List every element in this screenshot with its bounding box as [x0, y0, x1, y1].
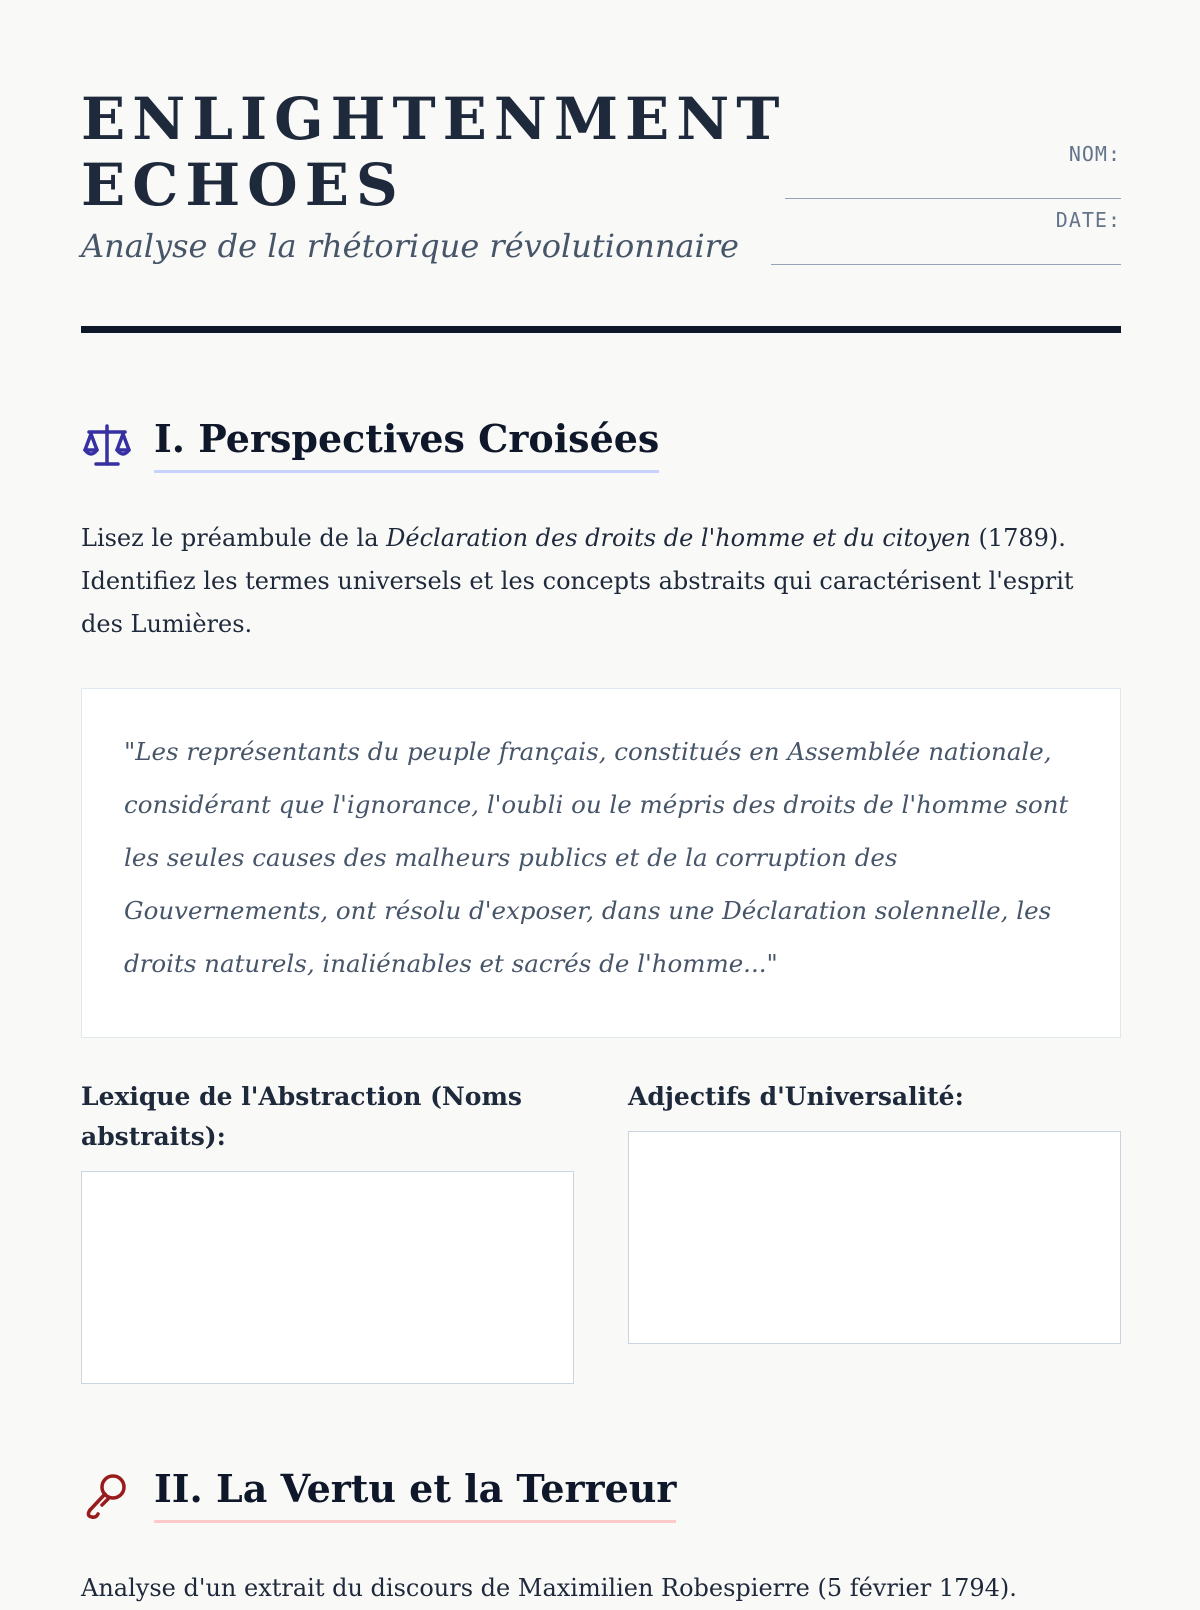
- title-line-1: ENLIGHTENMENT: [81, 85, 787, 153]
- instruction-text-end: (1789). Identifiez les termes universels et les concepts abstraits qui caractérisent l'esprit des Lumières.: [81, 524, 1074, 638]
- name-field[interactable]: [785, 198, 1121, 199]
- universality-adjectives-answer-box[interactable]: [628, 1131, 1121, 1344]
- section-1-heading: [81, 414, 1121, 474]
- section-2-title: II. La Vertu et la Terreur: [154, 1464, 676, 1523]
- instruction-work-title: Déclaration des droits de l'homme et du citoyen: [386, 524, 971, 552]
- declaration-quote: "Les représentants du peuple français, constitués en Assemblée nationale, considérant que l'ignorance, l'oubli ou le mépris des droits de l'homme sont les seules causes des malheurs publics et de la corruption des Gouvernements, ont résolu d'exposer, dans une Déclaration solennelle, les droits naturels, inaliénables et sacrés de l'homme...": [124, 737, 1069, 978]
- microphone-icon: [81, 1470, 133, 1522]
- abstraction-lexicon-label: Lexique de l'Abstraction (Noms abstraits):: [81, 1082, 522, 1151]
- name-label: NOM:: [1068, 142, 1121, 166]
- universality-adjectives-label: Adjectifs d'Universalité:: [628, 1082, 964, 1111]
- instruction-text-start: Lisez le préambule de la: [81, 524, 387, 552]
- section-1-title: I. Perspectives Croisées: [154, 414, 659, 473]
- worksheet-subtitle: Analyse de la rhétorique révolutionnaire: [81, 227, 739, 265]
- section-2-intro: Analyse d'un extrait du discours de Maximilien Robespierre (5 février 1794).: [81, 1574, 1017, 1602]
- date-label: DATE:: [1055, 208, 1121, 232]
- scales-icon: [81, 420, 133, 472]
- worksheet-title: [81, 86, 786, 218]
- date-field[interactable]: [771, 264, 1121, 265]
- student-fields: [761, 86, 1121, 286]
- header-divider: [81, 326, 1121, 333]
- declaration-quote-box: [81, 688, 1121, 1038]
- worksheet-page: [81, 0, 1121, 1600]
- section-1-instructions: [81, 517, 1121, 646]
- abstraction-lexicon-answer-box[interactable]: [81, 1171, 574, 1384]
- section-2-heading: [81, 1464, 1121, 1524]
- title-line-2: ECHOES: [81, 151, 405, 219]
- worksheet-header: [81, 86, 1121, 286]
